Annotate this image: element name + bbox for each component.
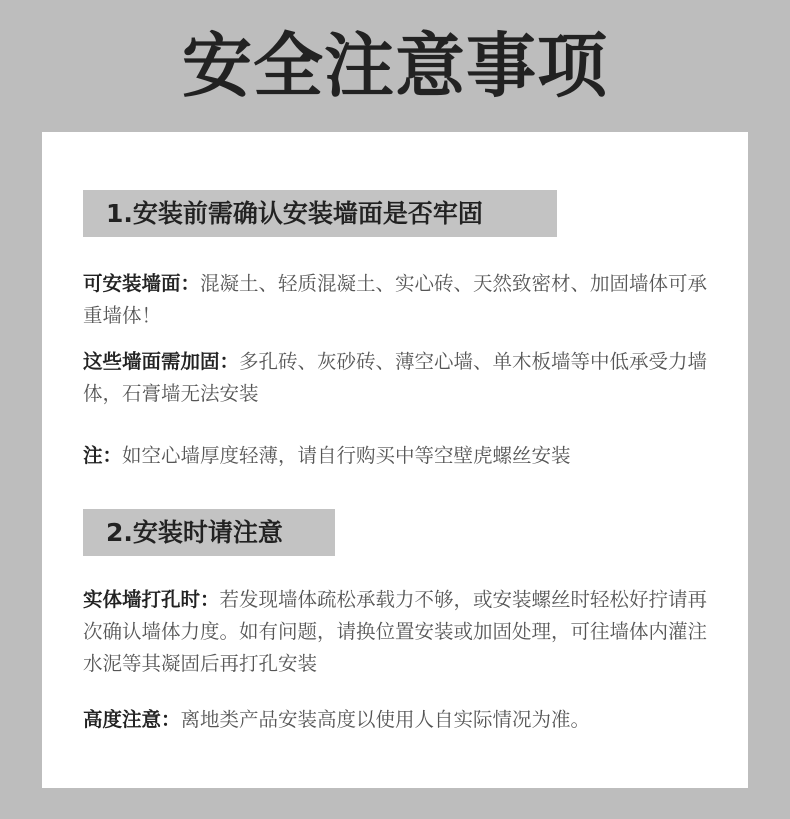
paragraph-note	[83, 440, 711, 472]
content-card	[42, 132, 748, 788]
paragraph-height	[83, 704, 711, 736]
page-title: 安全注意事项	[182, 25, 608, 107]
paragraph-text: 若发现墙体疏松承载力不够，或安装螺丝时轻松好拧请再次确认墙体力度。如有问题，请换位置安装或加固处理，可往墙体内灌注水泥等其凝固后再打孔安装	[83, 588, 708, 675]
section-heading-wall-check: 1.安装前需确认安装墙面是否牢固	[83, 190, 557, 237]
paragraph-drilling	[83, 584, 711, 680]
paragraph-text: 如空心墙厚度轻薄，请自行购买中等空壁虎螺丝安装	[122, 444, 571, 467]
paragraph-label: 可安装墙面：	[83, 272, 201, 295]
paragraph-label: 注：	[83, 444, 123, 467]
paragraph-text: 多孔砖、灰砂砖、薄空心墙、单木板墙等中低承受力墙体，石膏墙无法安装	[83, 350, 708, 405]
paragraph-installable-walls	[83, 268, 711, 332]
paragraph-label: 高度注意：	[83, 708, 181, 731]
section-heading-install-notes: 2.安装时请注意	[83, 509, 335, 556]
paragraph-reinforce-walls	[83, 346, 711, 410]
paragraph-text: 离地类产品安装高度以使用人自实际情况为准。	[180, 708, 591, 731]
paragraph-label: 这些墙面需加固：	[83, 350, 240, 373]
paragraph-text: 混凝土、轻质混凝土、实心砖、天然致密材、加固墙体可承重墙体！	[83, 272, 708, 327]
paragraph-label: 实体墙打孔时：	[83, 588, 220, 611]
